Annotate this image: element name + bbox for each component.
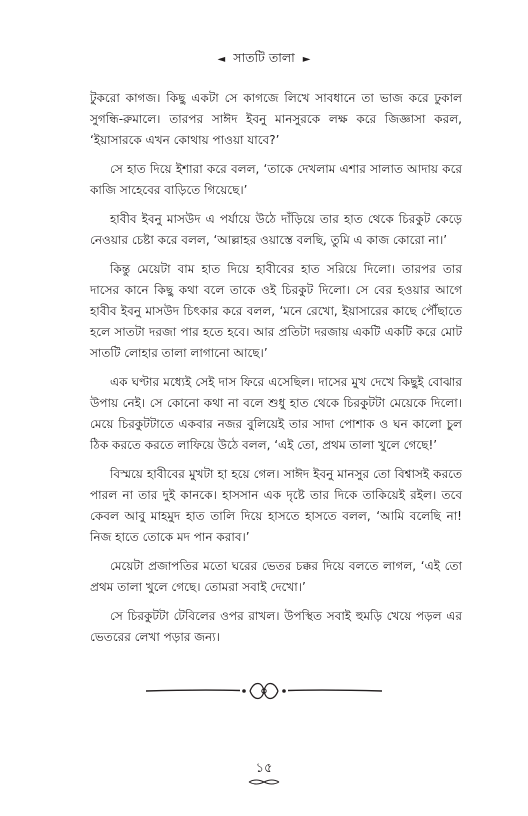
ornament-arrow-left-icon: ◄ [217,54,226,65]
page-footer [0,762,528,786]
paragraph-8: সে চিরকুটটা টেবিলের ওপর রাখল। উপস্থিত সবাই হুমড়ি খেয়ে পড়ল এর ভেতরের লেখা পড়ার জন্য। [90,609,462,644]
ornament-arrow-right-icon: ► [302,54,311,65]
chapter-title: সাতটি তালা [233,50,295,65]
paragraph-3: হাবীব ইবনু মাসউদ এ পর্যায়ে উঠে দাঁড়িয়ে তার হাত থেকে চিরকুট কেড়ে নেওয়ার চেষ্টা করে বলল, ‘আল্লাহর ওয়াস্তে বলছি, তুমি এ কাজ কোরো না।’ [90,212,462,247]
floral-divider-icon [140,676,388,706]
running-header [0,50,528,70]
paragraph-7: মেয়েটা প্রজাপতির মতো ঘরের ভেতর চক্কর দিয়ে বলতে লাগল, ‘এই তো প্রথম তালা খুলে গেছে। তোমরা সবাই দেখো।’ [90,559,462,594]
paragraph-5: এক ঘণ্টার মধ্যেই সেই দাস ফিরে এসেছিল। দাসের মুখ দেখে কিছুই বোঝার উপায় নেই। সে কোনো কথা না বলে শুধু হাত থেকে চিরকুটটা মেয়েকে দিলো। মেয়ে চিরকুটটাতে একবার নজর বুলিয়েই তার সাদা পোশাক ও ঘন কালো চুল ঠিক করতে করতে লাফিয়ে উঠে বলল, ‘এই তো, প্রথম তালা খুলে গেছে!’ [90,375,462,452]
paragraph-2: সে হাত দিয়ে ইশারা করে বলল, ‘তাকে দেখলাম এশার সালাত আদায় করে কাজি সাহেবের বাড়িতে গিয়েছে।’ [90,162,462,197]
page-body [90,88,462,656]
page-number: ১৫ [255,761,273,776]
paragraph-4: কিন্তু মেয়েটা বাম হাত দিয়ে হাবীবের হাত সরিয়ে দিলো। তারপর তার দাসের কানে কিছু কথা বলে তাকে ওই চিরকুট দিলো। সে বের হওয়ার আগে হাবীব ইবনু মাসউদ চিৎকার করে বলল, ‘মনে রেখো, ইয়াসারের কাছে পৌঁছাতে হলে সাতটা দরজা পার হতে হবে। আর প্রতিটা দরজায় একটি একটি করে মোট সাতটি লোহার তালা লাগানো আছে।’ [90,262,462,360]
paragraph-1: টুকরো কাগজ। কিছু একটা সে কাগজে লিখে সাবধানে তা ভাজ করে ঢুকাল সুগন্ধি-রুমালে। তারপর সাঈদ ইবনু মানসুরকে লক্ষ করে জিজ্ঞাসা করল, ‘ইয়াসারকে এখন কোথায় পাওয়া যাবে?’ [90,91,462,147]
small-flourish-icon [247,778,281,786]
paragraph-6: বিস্ময়ে হাবীবের মুখটা হা হয়ে গেল। সাঈদ ইবনু মানসুর তো বিশ্বাসই করতে পারল না তার দুই কানকে। হাসসান এক দৃষ্টে তার দিকে তাকিয়েই রইল। তবে কেবল আবু মাহমুদ হাত তালি দিয়ে হাসতে হাসতে বলল, ‘আমি বলেছি না! নিজ হাতে তোকে মদ পান করাব।’ [90,467,462,544]
